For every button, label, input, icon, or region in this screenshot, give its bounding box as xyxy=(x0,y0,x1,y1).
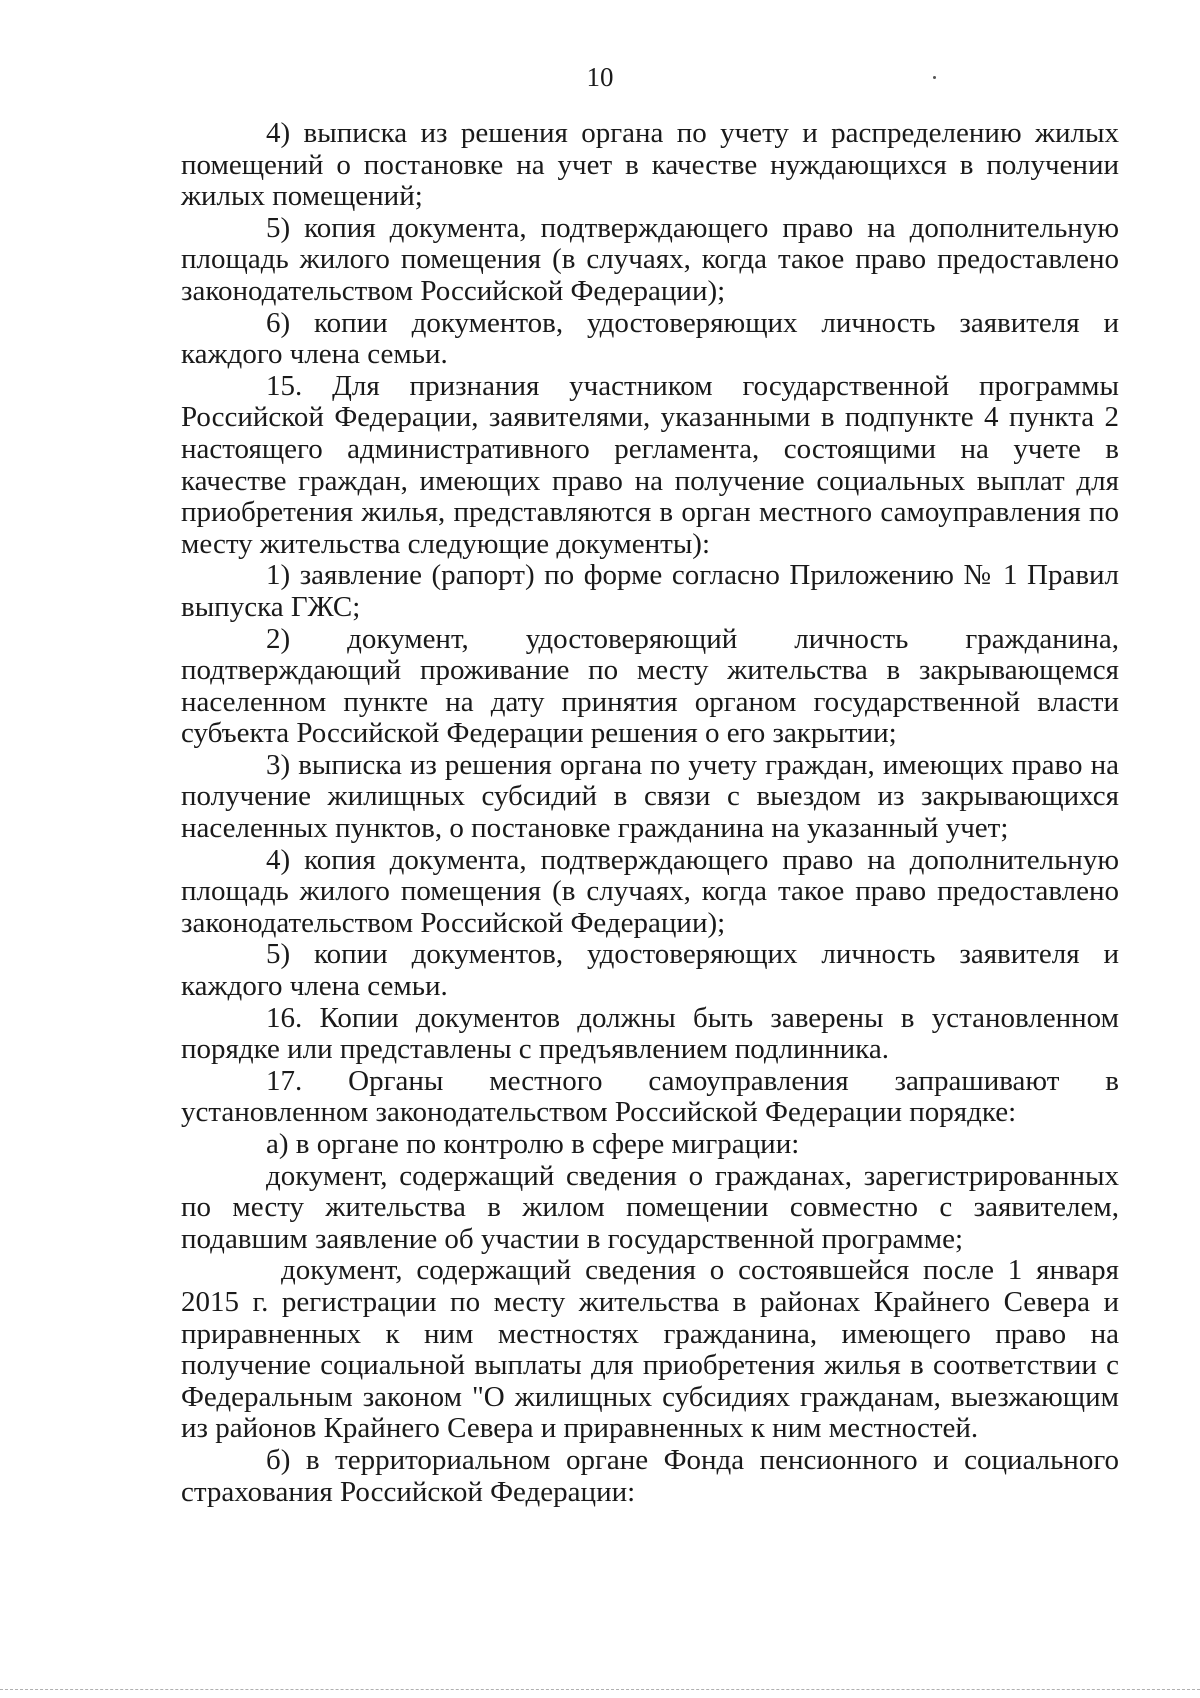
paragraph-clause-15-item-2: 2) документ, удостоверяющий личность гражданина, подтверждающий проживание по месту жительства в закрывающемся населенном пункте на дату принятия органом государственной власти субъекта Российской Федерации решения о его закрытии; xyxy=(181,622,1119,750)
page-number: 10 xyxy=(586,62,614,92)
document-body xyxy=(181,118,1119,1508)
paragraph-item-6: 6) копии документов, удостоверяющих личность заявителя и каждого члена семьи. xyxy=(181,306,1119,371)
paragraph-clause-17-item-b: б) в территориальном органе Фонда пенсионного и социального страхования Российской Федерации: xyxy=(181,1443,1119,1508)
paragraph-clause-15-item-5: 5) копии документов, удостоверяющих личность заявителя и каждого члена семьи. xyxy=(181,938,1119,1003)
scan-speck xyxy=(933,76,936,79)
paragraph-item-5: 5) копия документа, подтверждающего право на дополнительную площадь жилого помещения (в случаях, когда такое право предоставлено законодательством Российской Федерации); xyxy=(181,211,1119,307)
paragraph-clause-15-item-1: 1) заявление (рапорт) по форме согласно Приложению № 1 Правил выпуска ГЖС; xyxy=(181,559,1119,623)
paragraph-clause-17: 17. Органы местного самоуправления запрашивают в установленном законодательством Российской Федерации порядке: xyxy=(181,1064,1119,1129)
paragraph-clause-15-item-3: 3) выписка из решения органа по учету граждан, имеющих право на получение жилищных субсидий в связи с выездом из закрывающихся населенных пунктов, о постановке гражданина на указанный учет; xyxy=(181,748,1119,845)
paragraph-clause-15: 15. Для признания участником государственной программы Российской Федерации, заявителями, указанными в подпункте 4 пункта 2 настоящего административного регламента, состоящими на учете в качестве граждан, имеющих право на получение социальных выплат для приобретения жилья, представляются в орган местного самоуправления по месту жительства следующие документы): xyxy=(181,369,1119,560)
paragraph-clause-16: 16. Копии документов должны быть заверены в установленном порядке или представлены с предъявлением подлинника. xyxy=(181,1001,1119,1066)
paragraph-item-4: 4) выписка из решения органа по учету и распределению жилых помещений о постановке на учет в качестве нуждающихся в получении жилых помещений; xyxy=(181,117,1119,213)
paragraph-clause-17-item-a: а) в органе по контролю в сфере миграции: xyxy=(266,1128,800,1160)
scan-edge-line xyxy=(0,1689,1200,1690)
paragraph-clause-17-doc-1: документ, содержащий сведения о гражданах, зарегистрированных по месту жительства в жилом помещении совместно с заявителем, подавшим заявление об участии в государственной программе; xyxy=(181,1159,1119,1255)
paragraph-clause-15-item-4: 4) копия документа, подтверждающего право на дополнительную площадь жилого помещения (в случаях, когда такое право предоставлено законодательством Российской Федерации); xyxy=(181,843,1119,939)
paragraph-clause-17-doc-2: документ, содержащий сведения о состоявшейся после 1 января 2015 г. регистрации по месту жительства в районах Крайнего Севера и приравненных к ним местностях гражданина, имеющего право на получение социальной выплаты для приобретения жилья в соответствии с Федеральным законом "О жилищных субсидиях гражданам, выезжающим из районов Крайнего Севера и приравненных к ним местностей. xyxy=(181,1254,1119,1445)
